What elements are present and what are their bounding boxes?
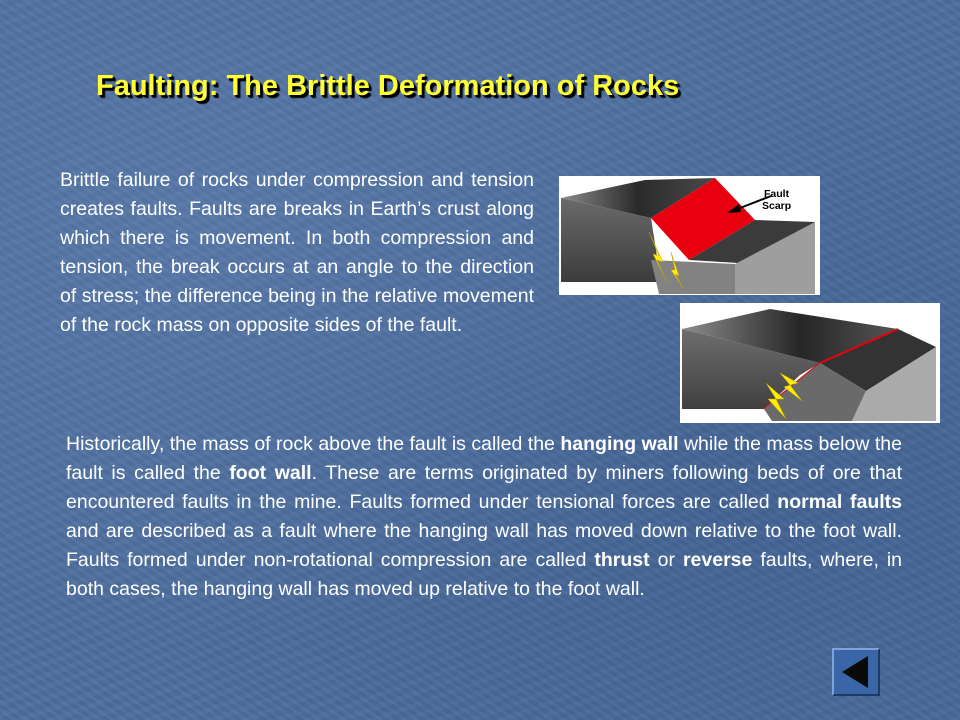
fault-label-line2: Scarp	[762, 200, 792, 212]
term-foot-wall: foot wall	[229, 462, 312, 484]
eroded-fault-diagram	[680, 303, 940, 423]
back-triangle-icon	[834, 650, 878, 694]
term-normal-faults: normal faults	[777, 491, 903, 513]
slide-title: Faulting: The Brittle Deformation of Rocks	[96, 70, 680, 102]
intro-paragraph: Brittle failure of rocks under compression and tension creates faults. Faults are breaks in Earth’s crust along which there is movement. In both compression and tension, the break occurs at an angle to the direction of stress; the difference being in the relative movement of the rock mass on opposite sides of the fault.	[60, 169, 534, 336]
hanging-footwall-paragraph: Historically, the mass of rock above the fault is called the hanging wall while the mass below the fault is called the foot wall. These are terms originated by miners following beds of ore that encountered faults in the mine. Faults formed under tensional forces are called normal faults and are described as a fault where the hanging wall has moved down relative to the foot wall. Faults formed under non-rotational compression are called thrust or reverse faults, where, in both cases, the hanging wall has moved up relative to the foot wall.	[66, 433, 903, 600]
normal-fault-scarp-diagram	[559, 176, 820, 295]
fault-label-line1: Fault	[764, 188, 790, 200]
term-hanging-wall: hanging wall	[560, 433, 679, 455]
term-reverse: reverse	[682, 549, 753, 571]
back-button[interactable]	[832, 648, 880, 696]
term-thrust: thrust	[594, 549, 650, 571]
